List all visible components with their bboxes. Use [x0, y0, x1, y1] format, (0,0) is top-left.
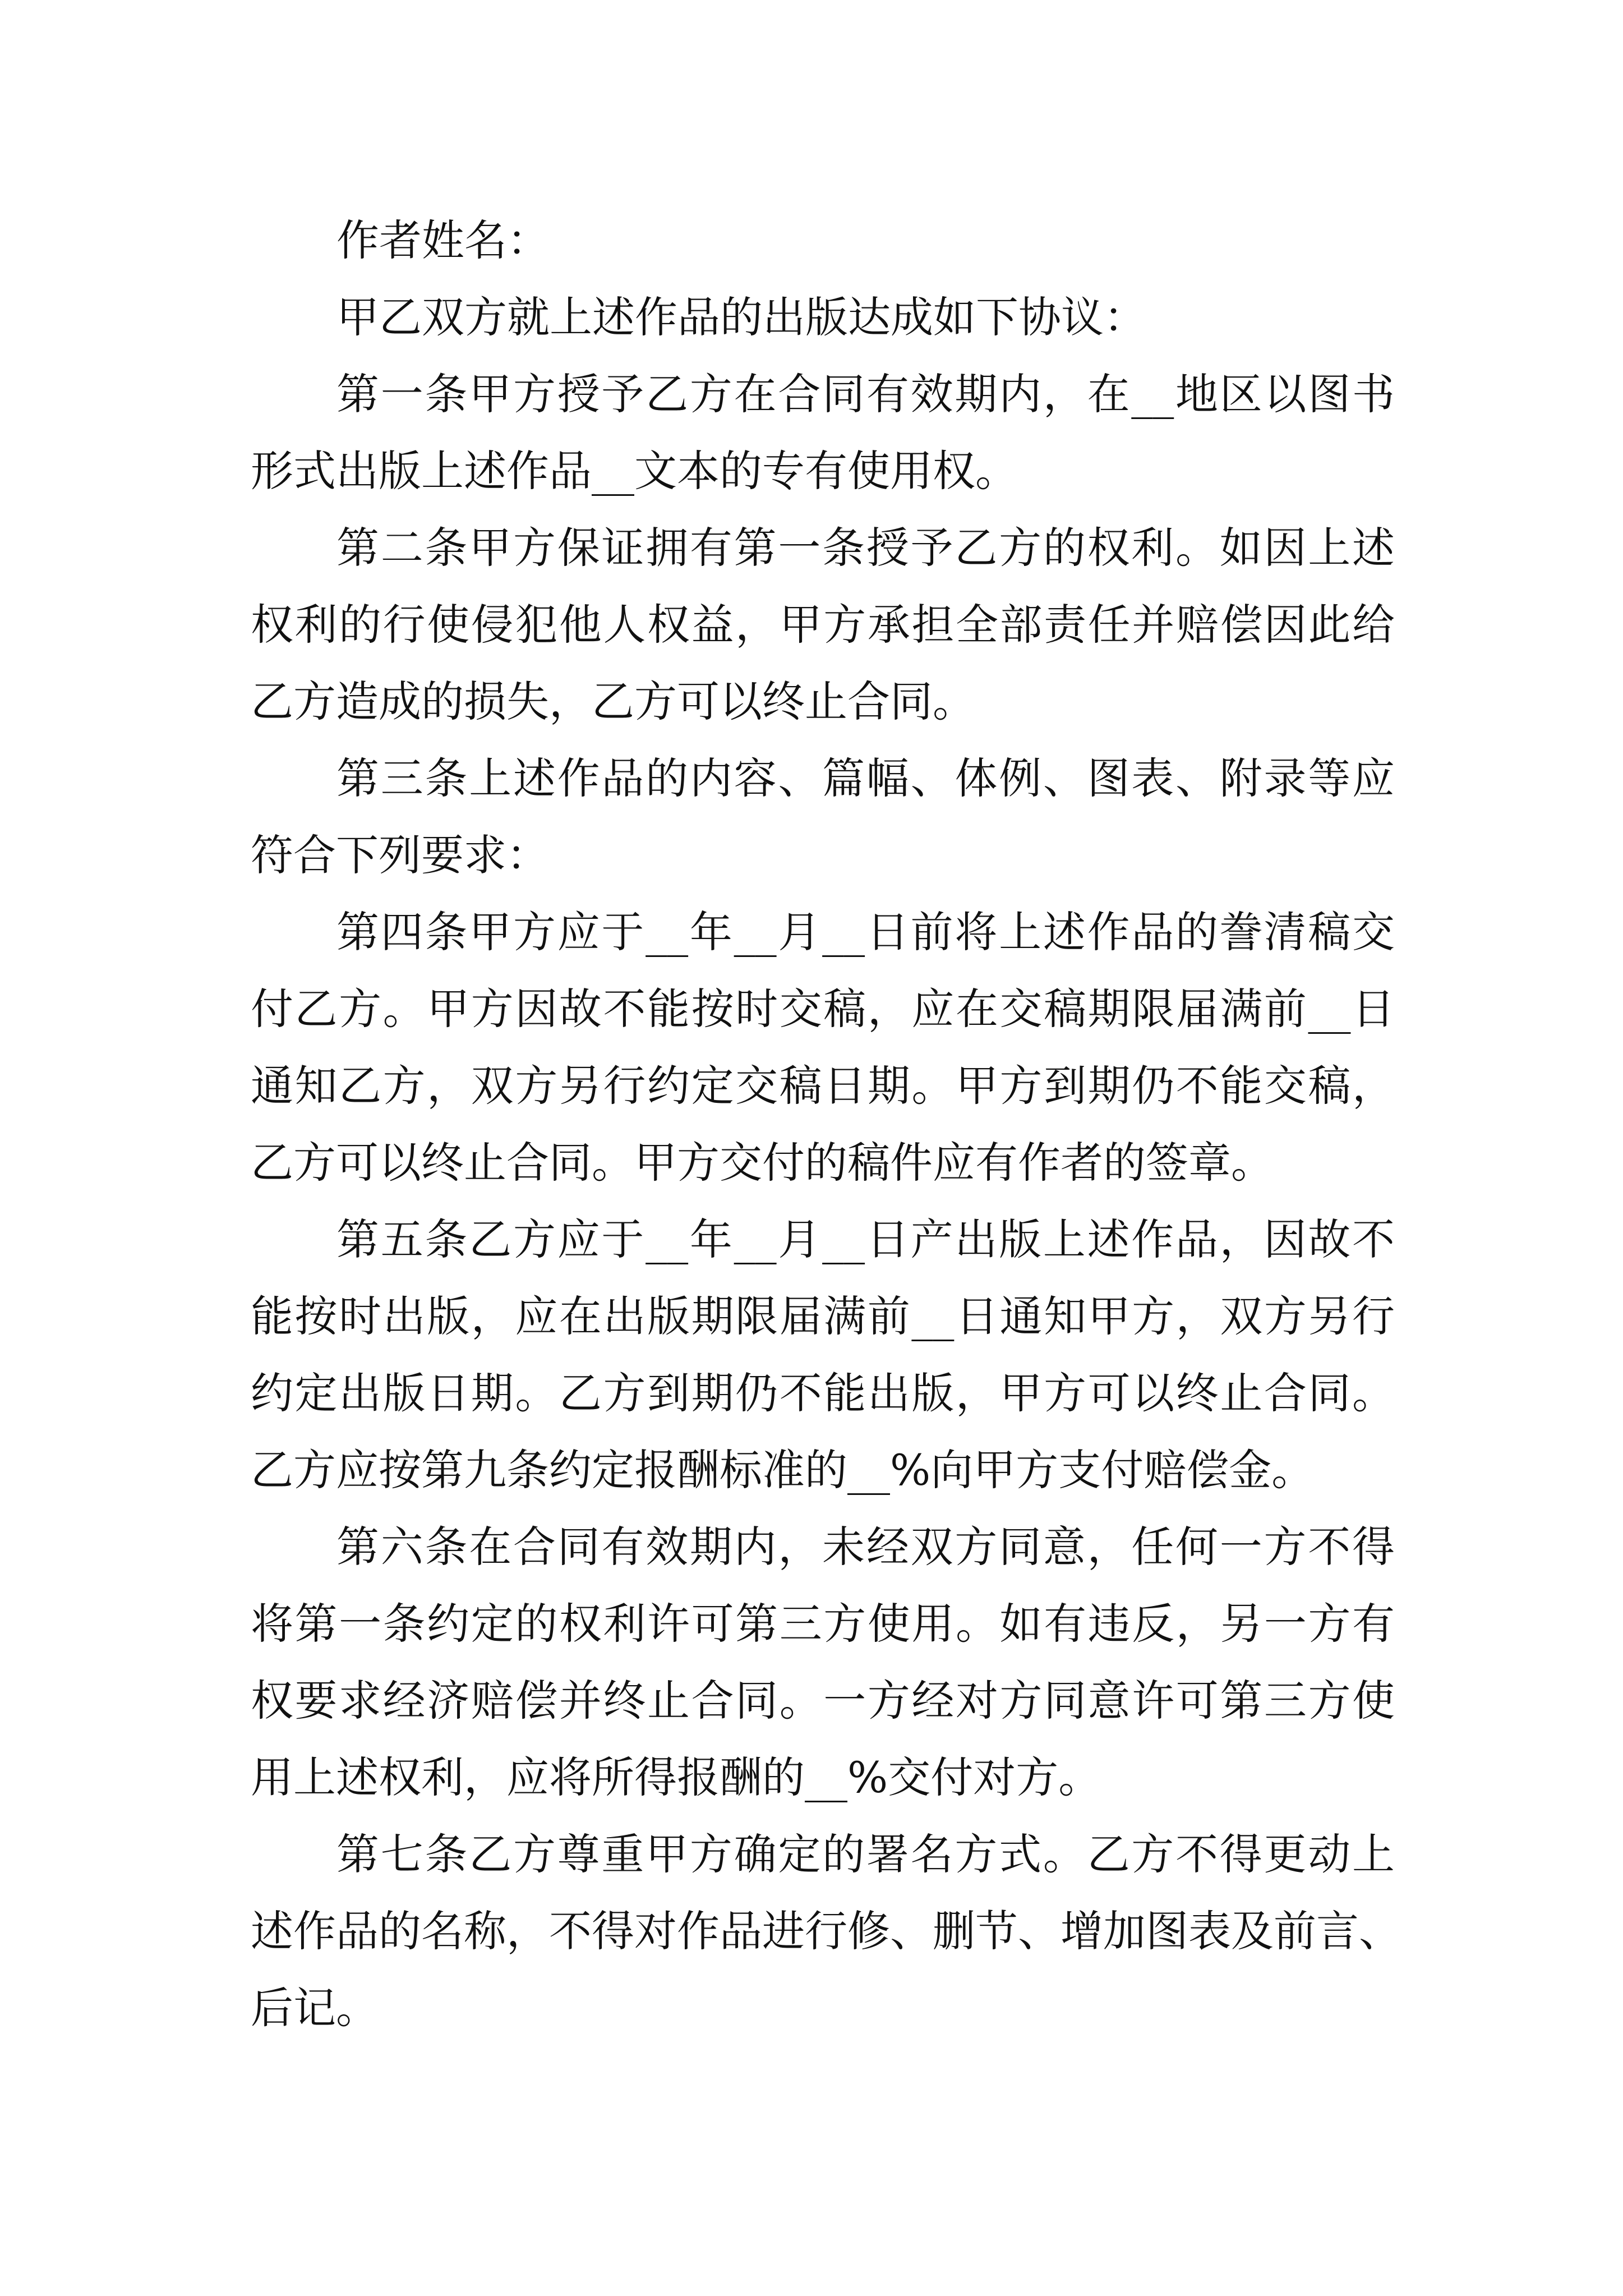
text-line: 后记。 [251, 1983, 379, 2033]
paragraph-article-4 [251, 894, 1395, 1201]
text-line: 权要求经济赔偿并终止合同。一方经对方同意许可第三方使 [251, 1676, 1395, 1726]
text-line: 第三条上述作品的内容、篇幅、体例、图表、附录等应 [336, 753, 1395, 803]
paragraph-agreement-intro [251, 279, 1395, 356]
document-body [251, 202, 1401, 2046]
text-line: 付乙方。甲方因故不能按时交稿，应在交稿期限届满前__日 [251, 984, 1395, 1034]
text-line: 乙方应按第九条约定报酬标准的__%向甲方支付赔偿金。 [251, 1445, 1315, 1495]
text-line: 符合下列要求： [251, 830, 549, 880]
text-line: 第二条甲方保证拥有第一条授予乙方的权利。如因上述 [336, 523, 1395, 573]
text-line: 能按时出版，应在出版期限届满前__日通知甲方，双方另行 [251, 1291, 1395, 1341]
paragraph-article-5 [251, 1201, 1395, 1508]
text-line: 将第一条约定的权利许可第三方使用。如有违反，另一方有 [251, 1599, 1395, 1649]
text-line: 第六条在合同有效期内，未经双方同意，任何一方不得 [336, 1522, 1395, 1572]
text-line: 甲乙双方就上述作品的出版达成如下协议： [336, 292, 1146, 342]
paragraph-article-2 [251, 509, 1395, 740]
paragraph-article-7 [251, 1816, 1401, 2046]
paragraph-author-name [251, 202, 1395, 279]
text-line: 形式出版上述作品__文本的专有使用权。 [251, 446, 1018, 496]
text-line: 述作品的名称，不得对作品进行修、删节、增加图表及前言、 [251, 1906, 1401, 1956]
text-line: 约定出版日期。乙方到期仍不能出版，甲方可以终止合同。 [251, 1368, 1395, 1418]
text-line: 第一条甲方授予乙方在合同有效期内，在__地区以图书 [336, 369, 1395, 419]
text-line: 乙方可以终止合同。甲方交付的稿件应有作者的签章。 [251, 1138, 1274, 1188]
text-line: 用上述权利，应将所得报酬的__%交付对方。 [251, 1752, 1101, 1802]
text-line: 第五条乙方应于__年__月__日产出版上述作品，因故不 [336, 1214, 1395, 1264]
text-line: 权利的行使侵犯他人权益，甲方承担全部责任并赔偿因此给 [251, 600, 1395, 650]
paragraph-article-1 [251, 356, 1395, 509]
text-line: 作者姓名： [336, 215, 550, 265]
paragraph-article-6 [251, 1508, 1395, 1816]
text-line: 第四条甲方应于__年__月__日前将上述作品的誊清稿交 [336, 907, 1395, 957]
paragraph-article-3 [251, 740, 1395, 894]
text-line: 通知乙方，双方另行约定交稿日期。甲方到期仍不能交稿， [251, 1061, 1395, 1111]
text-line: 乙方造成的损失，乙方可以终止合同。 [251, 677, 975, 726]
text-line: 第七条乙方尊重甲方确定的署名方式。乙方不得更动上 [336, 1829, 1395, 1879]
